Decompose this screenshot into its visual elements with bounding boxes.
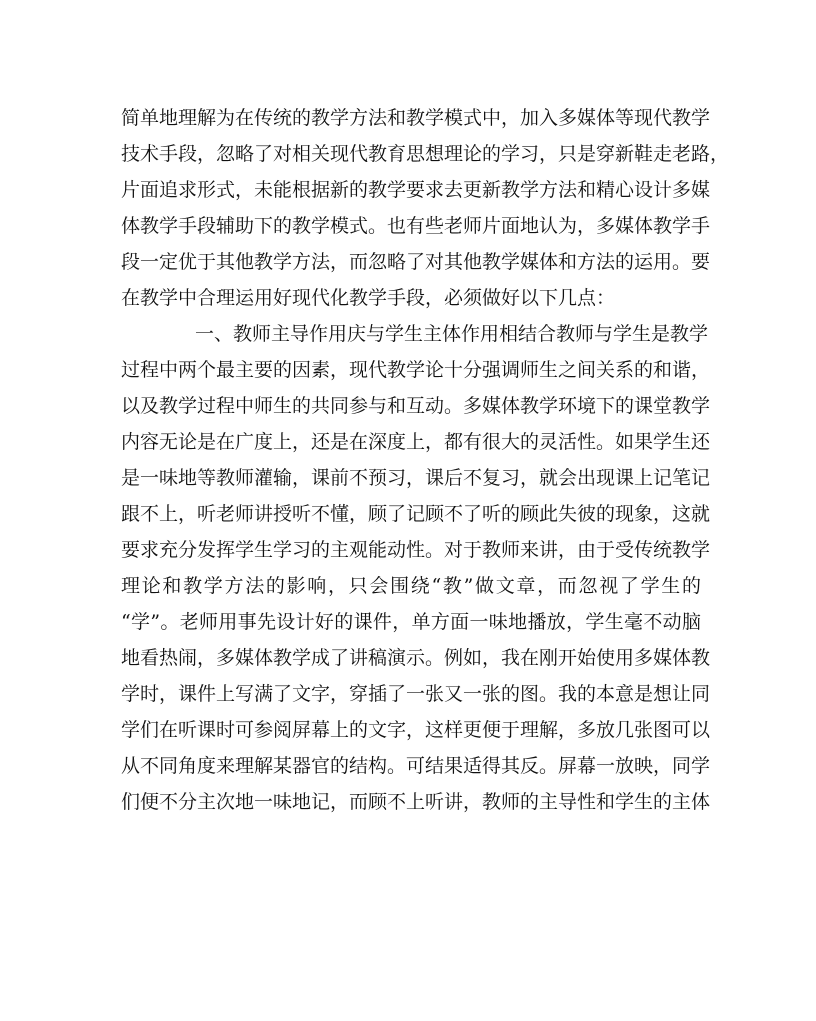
text-line: 是一味地等教师灌输，课前不预习，课后不复习，就会出现课上记笔记	[121, 467, 711, 489]
text-line: 学时，课件上写满了文字，穿插了一张又一张的图。我的本意是想让同	[121, 683, 711, 705]
text-line: 们便不分主次地一味地记，而顾不上听讲，教师的主导性和学生的主体	[121, 791, 711, 813]
text-line: 以及教学过程中师生的共同参与和互动。多媒体教学环境下的课堂教学	[121, 395, 711, 417]
text-line: 技术手段，忽略了对相关现代教育思想理论的学习，只是穿新鞋走老路，	[121, 143, 730, 165]
text-line: 片面追求形式，未能根据新的教学要求去更新教学方法和精心设计多媒	[121, 179, 711, 201]
text-line: 理论和教学方法的影响，只会围绕“教”做文章，而忽视了学生的	[121, 575, 701, 597]
text-line: 要求充分发挥学生学习的主观能动性。对于教师来讲，由于受传统教学	[121, 539, 711, 561]
text-line: 跟不上，听老师讲授听不懂，顾了记顾不了听的顾此失彼的现象，这就	[121, 503, 711, 525]
text-line: “学”。老师用事先设计好的课件，单方面一味地播放，学生毫不动脑	[121, 611, 701, 633]
text-line: 简单地理解为在传统的教学方法和教学模式中，加入多媒体等现代教学	[121, 107, 711, 129]
text-line: 内容无论是在广度上，还是在深度上，都有很大的灵活性。如果学生还	[121, 431, 711, 453]
text-line: 从不同角度来理解某器官的结构。可结果适得其反。屏幕一放映，同学	[121, 755, 711, 777]
text-line: 在教学中合理运用好现代化教学手段，必须做好以下几点：	[121, 287, 616, 309]
text-line: 体教学手段辅助下的教学模式。也有些老师片面地认为，多媒体教学手	[121, 215, 711, 237]
text-line: 学们在听课时可参阅屏幕上的文字，这样更便于理解，多放几张图可以	[121, 719, 711, 741]
text-line: 过程中两个最主要的因素，现代教学论十分强调师生之间关系的和谐，	[121, 359, 711, 381]
text-line: 地看热闹，多媒体教学成了讲稿演示。例如，我在刚开始使用多媒体教	[121, 647, 711, 669]
body-text	[121, 100, 730, 820]
text-line: 一、教师主导作用庆与学生主体作用相结合教师与学生是教学	[195, 323, 709, 345]
text-line: 段一定优于其他教学方法，而忽略了对其他教学媒体和方法的运用。要	[121, 251, 711, 273]
